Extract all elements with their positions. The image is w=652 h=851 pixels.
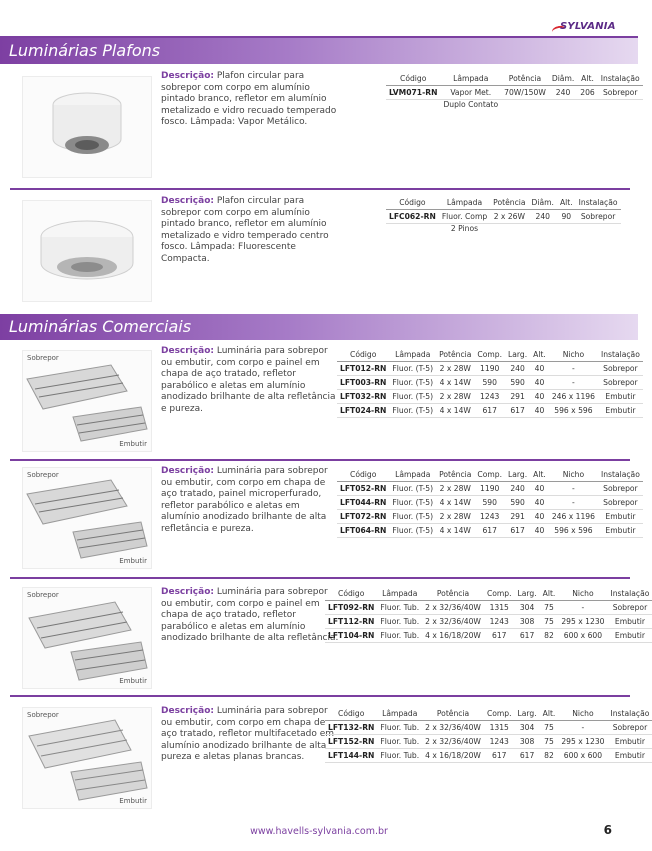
product-code: LFT032-RN (337, 390, 389, 404)
product-photo-commercial-2 (22, 467, 152, 569)
table-cell: 590 (505, 376, 530, 390)
product-code: LFT012-RN (337, 362, 389, 376)
table-cell: Fluor. (T-5) (389, 496, 436, 510)
logo-text: SYLVANIA (560, 21, 616, 32)
table-cell: 90 (557, 210, 576, 224)
table-cell: 2 x 28W (436, 510, 474, 524)
table-cell: 291 (505, 510, 530, 524)
table-cell: Fluor. Tub. (377, 615, 422, 629)
product-description (161, 466, 339, 535)
table-cell: - (558, 601, 607, 615)
column-header: Instalação (608, 708, 652, 721)
table-note-row (386, 100, 643, 112)
product-code: LFT044-RN (337, 496, 389, 510)
product-code: LFT112-RN (325, 615, 377, 629)
table-cell: Embutir (608, 735, 652, 749)
sylvania-logo (552, 20, 616, 36)
table-cell: 70W/150W (501, 86, 549, 100)
column-header: Potência (436, 469, 474, 482)
column-header: Larg. (515, 588, 540, 601)
table-cell: 617 (484, 629, 515, 643)
table-cell: 40 (530, 404, 549, 418)
page-number: 6 (603, 823, 612, 837)
tag-embutir: Embutir (119, 797, 147, 805)
table-cell: Sobrepor (608, 721, 652, 735)
product-code: LFT072-RN (337, 510, 389, 524)
table-cell: - (549, 482, 598, 496)
description-text: Luminária para sobrepor ou embutir, com corpo e painel em chapa de aço tratado, refletor parabólico e aletas em alumínio anodizado brilhante de alta refletância e pureza. (161, 346, 336, 414)
table-cell: 246 x 1196 (549, 390, 598, 404)
column-header: Nicho (549, 349, 598, 362)
table-cell: 600 x 600 (558, 629, 607, 643)
section-banner-comerciais (0, 314, 638, 340)
table-header-row (325, 588, 652, 601)
product-description (161, 346, 339, 415)
column-header: Potência (501, 73, 549, 86)
column-header: Nicho (558, 708, 607, 721)
table-cell: 1243 (474, 390, 505, 404)
tag-sobrepor: Sobrepor (27, 711, 59, 719)
table-cell: 240 (505, 482, 530, 496)
table-cell: 2 x 32/36/40W (422, 735, 484, 749)
product-photo-plafon-2 (22, 200, 152, 302)
column-header: Comp. (474, 349, 505, 362)
tag-sobrepor: Sobrepor (27, 354, 59, 362)
table-header-row (386, 197, 621, 210)
table-cell: Sobrepor (608, 601, 652, 615)
description-text: Luminária para sobrepor ou embutir, com corpo e painel em chapa de aço tratado, refletor parabólico e aletas em alumínio anodizado brilhante de alta refletância. (161, 587, 339, 643)
section-title: Luminárias Comerciais (9, 317, 192, 336)
product-code: LFT104-RN (325, 629, 377, 643)
table-cell: 40 (530, 510, 549, 524)
column-header: Lâmpada (440, 73, 501, 86)
product-description (161, 196, 339, 265)
section-divider (10, 695, 630, 697)
table-cell: 240 (549, 86, 577, 100)
table-row (337, 404, 643, 418)
description-text: Plafon circular para sobrepor com corpo em alumínio pintado branco, refletor em alumínio metalizado e vidro temperado centro fosco. Lâmpada: Fluorescente Compacta. (161, 196, 329, 264)
table-row (337, 496, 643, 510)
column-header: Código (337, 469, 389, 482)
table-cell: 75 (540, 735, 559, 749)
column-header: Diâm. (549, 73, 577, 86)
product-photo-commercial-3 (22, 587, 152, 689)
table-cell: - (549, 376, 598, 390)
column-header: Comp. (484, 588, 515, 601)
spec-table (325, 708, 652, 763)
table-cell: 40 (530, 496, 549, 510)
table-cell: - (549, 496, 598, 510)
table-cell: 291 (505, 390, 530, 404)
table-cell: 1190 (474, 362, 505, 376)
product-photo-commercial-4 (22, 707, 152, 809)
table-cell: Embutir (608, 629, 652, 643)
description-label: Descrição: (161, 346, 214, 356)
table-cell: 1243 (474, 510, 505, 524)
louver-luminaire-icon (23, 468, 151, 568)
product-description (161, 706, 339, 764)
spec-table (337, 469, 643, 538)
product-photo-commercial-1 (22, 350, 152, 452)
table-cell: Fluor. Comp (439, 210, 490, 224)
description-label: Descrição: (161, 196, 214, 206)
column-header: Alt. (577, 73, 598, 86)
column-header: Alt. (540, 588, 559, 601)
table-cell: Fluor. Tub. (377, 721, 422, 735)
table-cell: 240 (529, 210, 557, 224)
product-code: LFT092-RN (325, 601, 377, 615)
product-code: LFT064-RN (337, 524, 389, 538)
product-code: LFT052-RN (337, 482, 389, 496)
table-cell: Fluor. Tub. (377, 601, 422, 615)
lamp-note: 2 Pinos (450, 224, 479, 233)
table-cell: Sobrepor (598, 376, 643, 390)
table-cell: 617 (484, 749, 515, 763)
table-row (325, 601, 652, 615)
table-cell: Embutir (598, 404, 643, 418)
column-header: Comp. (474, 469, 505, 482)
column-header: Potência (490, 197, 528, 210)
table-cell: Sobrepor (598, 86, 643, 100)
column-header: Potência (436, 349, 474, 362)
column-header: Comp. (484, 708, 515, 721)
table-header-row (386, 73, 643, 86)
table-cell: Fluor. Tub. (377, 629, 422, 643)
table-cell: 304 (515, 721, 540, 735)
table-cell: Fluor. (T-5) (389, 510, 436, 524)
table-cell: 4 x 14W (436, 524, 474, 538)
column-header: Instalação (598, 469, 643, 482)
table-cell: 617 (474, 404, 505, 418)
table-cell: 4 x 16/18/20W (422, 629, 484, 643)
table-header-row (337, 469, 643, 482)
table-cell: 240 (505, 362, 530, 376)
column-header: Instalação (598, 73, 643, 86)
table-cell: 304 (515, 601, 540, 615)
table-cell: 2 x 28W (436, 482, 474, 496)
table-cell: 2 x 32/36/40W (422, 721, 484, 735)
section-divider (10, 459, 630, 461)
table-cell: 4 x 14W (436, 376, 474, 390)
table-header-row (325, 708, 652, 721)
column-header: Alt. (540, 708, 559, 721)
table-cell: Fluor. (T-5) (389, 524, 436, 538)
table-cell: Embutir (598, 390, 643, 404)
column-header: Alt. (530, 469, 549, 482)
column-header: Alt. (530, 349, 549, 362)
table-cell: Fluor. (T-5) (389, 404, 436, 418)
table-cell: 308 (515, 735, 540, 749)
table-row (325, 629, 652, 643)
table-cell: 40 (530, 376, 549, 390)
column-header: Lâmpada (389, 349, 436, 362)
table-cell: 295 x 1230 (558, 735, 607, 749)
description-label: Descrição: (161, 466, 214, 476)
table-cell: Sobrepor (598, 362, 643, 376)
table-cell: Vapor Met. (440, 86, 501, 100)
table-cell: 1243 (484, 735, 515, 749)
table-row (325, 735, 652, 749)
tag-embutir: Embutir (119, 440, 147, 448)
table-cell: 82 (540, 629, 559, 643)
column-header: Larg. (515, 708, 540, 721)
table-cell: Sobrepor (598, 496, 643, 510)
table-cell: Sobrepor (576, 210, 621, 224)
column-header: Lâmpada (377, 708, 422, 721)
table-row (337, 524, 643, 538)
table-cell: 1315 (484, 601, 515, 615)
table-cell: 600 x 600 (558, 749, 607, 763)
table-row (325, 615, 652, 629)
spec-table (337, 349, 643, 418)
table-cell: 596 x 596 (549, 404, 598, 418)
table-cell: Fluor. Tub. (377, 749, 422, 763)
spec-table (386, 197, 621, 235)
table-row (325, 721, 652, 735)
round-ceiling-luminaire-icon (23, 77, 151, 177)
table-cell: 617 (474, 524, 505, 538)
table-cell: 2 x 28W (436, 390, 474, 404)
table-row (386, 86, 643, 100)
table-cell: Fluor. Tub. (377, 735, 422, 749)
louver-luminaire-icon (23, 708, 151, 808)
table-cell: 1190 (474, 482, 505, 496)
product-code: LFT152-RN (325, 735, 377, 749)
product-code: LFT144-RN (325, 749, 377, 763)
table-cell: 617 (505, 404, 530, 418)
column-header: Código (325, 588, 377, 601)
description-label: Descrição: (161, 71, 214, 81)
product-description (161, 71, 339, 129)
description-text: Luminária para sobrepor ou embutir, com corpo em chapa de aço tratado, refletor multifacetado em alumínio anodizado brilhante de alta pureza e aletas planas brancas. (161, 706, 334, 762)
table-cell: 590 (474, 376, 505, 390)
table-cell: 2 x 26W (490, 210, 528, 224)
section-divider (10, 577, 630, 579)
table-cell: 40 (530, 482, 549, 496)
tag-embutir: Embutir (119, 557, 147, 565)
table-cell: 75 (540, 615, 559, 629)
description-text: Plafon circular para sobrepor com corpo em alumínio pintado branco, refletor em alumínio metalizado e vidro recuado temperado fosco. Lâmpada: Vapor Metálico. (161, 71, 337, 127)
column-header: Lâmpada (389, 469, 436, 482)
table-cell: 617 (505, 524, 530, 538)
table-row (337, 510, 643, 524)
table-cell: Fluor. (T-5) (389, 390, 436, 404)
description-label: Descrição: (161, 587, 214, 597)
table-cell: 295 x 1230 (558, 615, 607, 629)
column-header: Código (386, 197, 439, 210)
table-cell: 4 x 14W (436, 404, 474, 418)
louver-luminaire-icon (23, 351, 151, 451)
product-code: LFT003-RN (337, 376, 389, 390)
table-cell: Fluor. (T-5) (389, 482, 436, 496)
table-cell: Sobrepor (598, 482, 643, 496)
table-cell: 75 (540, 601, 559, 615)
column-header: Larg. (505, 349, 530, 362)
spec-table (386, 73, 643, 111)
table-cell: 596 x 596 (549, 524, 598, 538)
column-header: Instalação (608, 588, 652, 601)
table-cell: 1243 (484, 615, 515, 629)
table-cell: 590 (474, 496, 505, 510)
column-header: Código (386, 73, 440, 86)
column-header: Potência (422, 708, 484, 721)
table-cell: 4 x 14W (436, 496, 474, 510)
table-cell: 75 (540, 721, 559, 735)
round-ceiling-luminaire-icon (23, 201, 151, 301)
column-header: Lâmpada (377, 588, 422, 601)
table-row (337, 482, 643, 496)
table-cell: 4 x 16/18/20W (422, 749, 484, 763)
website-link[interactable]: www.havells-sylvania.com.br (250, 826, 388, 837)
table-cell: 40 (530, 390, 549, 404)
column-header: Nicho (549, 469, 598, 482)
tag-embutir: Embutir (119, 677, 147, 685)
table-cell: Embutir (598, 524, 643, 538)
table-header-row (337, 349, 643, 362)
table-cell: 82 (540, 749, 559, 763)
table-cell: Fluor. (T-5) (389, 362, 436, 376)
product-code: LVM071-RN (386, 86, 440, 100)
table-cell: 246 x 1196 (549, 510, 598, 524)
column-header: Nicho (558, 588, 607, 601)
tag-sobrepor: Sobrepor (27, 471, 59, 479)
product-code: LFT024-RN (337, 404, 389, 418)
table-row (337, 376, 643, 390)
table-cell: 617 (515, 629, 540, 643)
column-header: Código (325, 708, 377, 721)
table-row (337, 390, 643, 404)
table-cell: 40 (530, 362, 549, 376)
section-title: Luminárias Plafons (9, 41, 161, 60)
column-header: Código (337, 349, 389, 362)
table-cell: 40 (530, 524, 549, 538)
column-header: Instalação (598, 349, 643, 362)
tag-sobrepor: Sobrepor (27, 591, 59, 599)
product-code: LFT132-RN (325, 721, 377, 735)
section-banner-plafons (0, 38, 638, 64)
table-cell: 2 x 32/36/40W (422, 615, 484, 629)
table-cell: 590 (505, 496, 530, 510)
table-cell: 308 (515, 615, 540, 629)
description-label: Descrição: (161, 706, 214, 716)
table-cell: 206 (577, 86, 598, 100)
description-text: Luminária para sobrepor ou embutir, com corpo em chapa de aço tratado, painel microperfurado, refletor parabólico e aletas em alumínio anodizado brilhante de alta refletância e pureza. (161, 466, 328, 534)
table-cell: Embutir (608, 749, 652, 763)
product-photo-plafon-1 (22, 76, 152, 178)
column-header: Diâm. (529, 197, 557, 210)
column-header: Alt. (557, 197, 576, 210)
column-header: Lâmpada (439, 197, 490, 210)
table-note-row (386, 224, 621, 236)
louver-luminaire-icon (23, 588, 151, 688)
table-cell: Fluor. (T-5) (389, 376, 436, 390)
table-cell: Embutir (608, 615, 652, 629)
product-code: LFC062-RN (386, 210, 439, 224)
product-description (161, 587, 339, 645)
table-cell: Embutir (598, 510, 643, 524)
column-header: Instalação (576, 197, 621, 210)
table-cell: - (558, 721, 607, 735)
table-cell: 2 x 28W (436, 362, 474, 376)
table-cell: - (549, 362, 598, 376)
spec-table (325, 588, 652, 643)
table-cell: 617 (515, 749, 540, 763)
section-divider (10, 188, 630, 190)
lamp-note: Duplo Contato (443, 100, 499, 109)
table-row (325, 749, 652, 763)
column-header: Larg. (505, 469, 530, 482)
table-row (386, 210, 621, 224)
table-row (337, 362, 643, 376)
table-cell: 1315 (484, 721, 515, 735)
table-cell: 2 x 32/36/40W (422, 601, 484, 615)
column-header: Potência (422, 588, 484, 601)
